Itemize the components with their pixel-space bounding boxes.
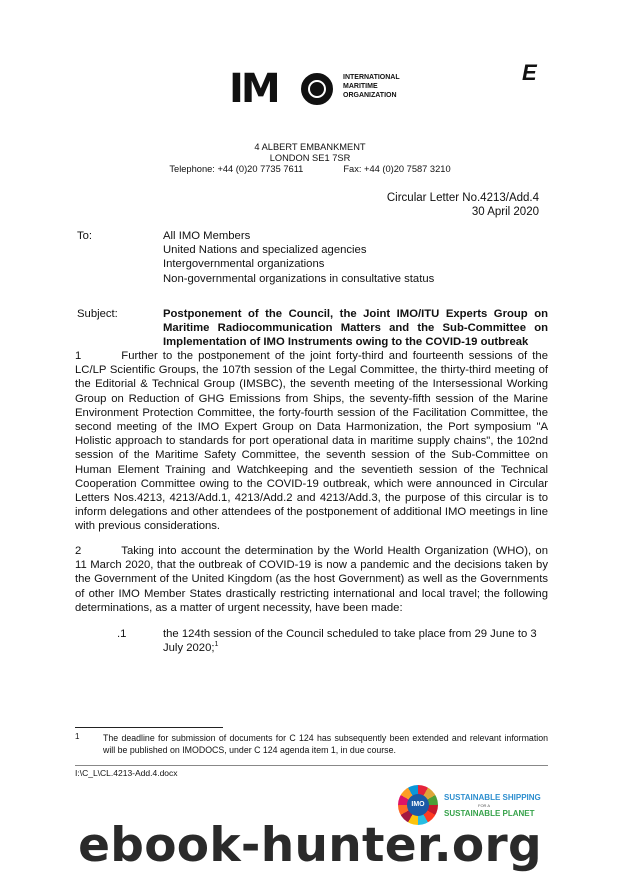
imo-logo: [229, 68, 409, 110]
paragraph-1-number: 1: [75, 350, 82, 362]
imo-wordmark: IM: [229, 66, 278, 112]
telephone: Telephone: +44 (0)20 7735 7611: [169, 164, 304, 174]
file-path: I:\C_L\CL.4213-Add.4.docx: [75, 768, 178, 778]
sustainable-line-1: SUSTAINABLE SHIPPING: [444, 793, 541, 802]
recipient-4: Non-governmental organizations in consultative status: [163, 272, 435, 285]
item-1: [163, 627, 548, 655]
footnote-number: 1: [75, 732, 80, 741]
recipient-list: [163, 229, 434, 286]
paragraph-2-text: Taking into account the determination by the World Health Organization (WHO), on 11 March 2020, that the outbreak of COVID-19 is now a pandemic and the decisions taken by the Government of the United Kingdom (as the host Government) as well as the Governments of other IMO Member States drastically restricting international and local travel; the following determinations, as a matter of urgent necessity, have been made:: [75, 545, 548, 614]
org-name: [343, 73, 423, 100]
org-line-2: MARITIME: [343, 83, 378, 90]
to-label: To:: [77, 230, 93, 242]
address-line-2: LONDON SE1 7SR: [269, 153, 351, 163]
fax: Fax: +44 (0)20 7587 3210: [343, 164, 451, 174]
recipient-2: United Nations and specialized agencies: [163, 244, 367, 257]
sustainable-line-2: FOR A: [478, 803, 491, 808]
paragraph-1-text: Further to the postponement of the joint forty-third and fourteenth sessions of the LC/LP Scientific Groups, the 107th session of the Legal Committee, the thirty-third meeting of the Editorial & Technical Group (IMSBC), the seventh meeting of the Intersessional Working Group on Reduction of GHG Emissions from Ships, the seventy-fifth session of the Marine Environment Protection Committee, the forty-fourth session of the Facilitation Committee, the second meeting of the IMO Expert Group on Data Harmonization, the Port symposium "A Holistic approach to standards for port operational data in maritime supply chains", the 102nd session of the Maritime Safety Committee, the seventh session of the Sub-Committee on Human Element Training and Watchkeeping and the seventieth session of the Technical Cooperation Committee owing to the COVID-19 outbreak, which were announced in Circular Letters Nos.4213, 4213/Add.1, 4213/Add.2 and 4213/Add.3, the purpose of this circular is to inform delegations and other attendees of the postponement of additional IMO meetings in line with previous considerations.: [75, 350, 548, 533]
paragraph-1: [75, 349, 548, 534]
item-1-text: the 124th session of the Council scheduled to take place from 29 June to 3 July 2020;: [163, 628, 537, 655]
circular-reference: [387, 191, 539, 219]
address-block: [160, 142, 460, 175]
subject-label: Subject:: [77, 308, 118, 320]
paragraph-2: [75, 544, 548, 615]
org-line-1: INTERNATIONAL: [343, 74, 400, 81]
language-code: E: [522, 60, 537, 85]
recipient-3: Intergovernmental organizations: [163, 258, 325, 271]
org-line-3: ORGANIZATION: [343, 92, 397, 99]
imo-seal-icon: [299, 71, 335, 107]
footnote-divider: [75, 727, 223, 728]
address-line-1: 4 ALBERT EMBANKMENT: [254, 142, 366, 152]
footer-divider: [75, 765, 548, 766]
circular-date: 30 April 2020: [471, 206, 539, 218]
sustainable-line-3: SUSTAINABLE PLANET: [444, 809, 535, 818]
footnote-text: The deadline for submission of documents for C 124 has subsequently been extended and relevant information will be published on IMODOCS, under C 124 agenda item 1, in due course.: [103, 733, 548, 755]
item-1-number: .1: [117, 628, 127, 640]
watermark: ebook-hunter.org: [78, 818, 542, 873]
sdg-imo-label: IMO: [407, 794, 429, 816]
recipient-1: All IMO Members: [163, 230, 251, 242]
footnote-ref[interactable]: 1: [214, 641, 219, 649]
circular-number: Circular Letter No.4213/Add.4: [386, 192, 539, 204]
paragraph-2-number: 2: [75, 545, 82, 557]
subject-text: Postponement of the Council, the Joint IMO/ITU Experts Group on Maritime Radiocommunication Matters and the Sub-Committee on Implementation of IMO Instruments owing to the COVID-19 outbreak: [163, 308, 548, 349]
